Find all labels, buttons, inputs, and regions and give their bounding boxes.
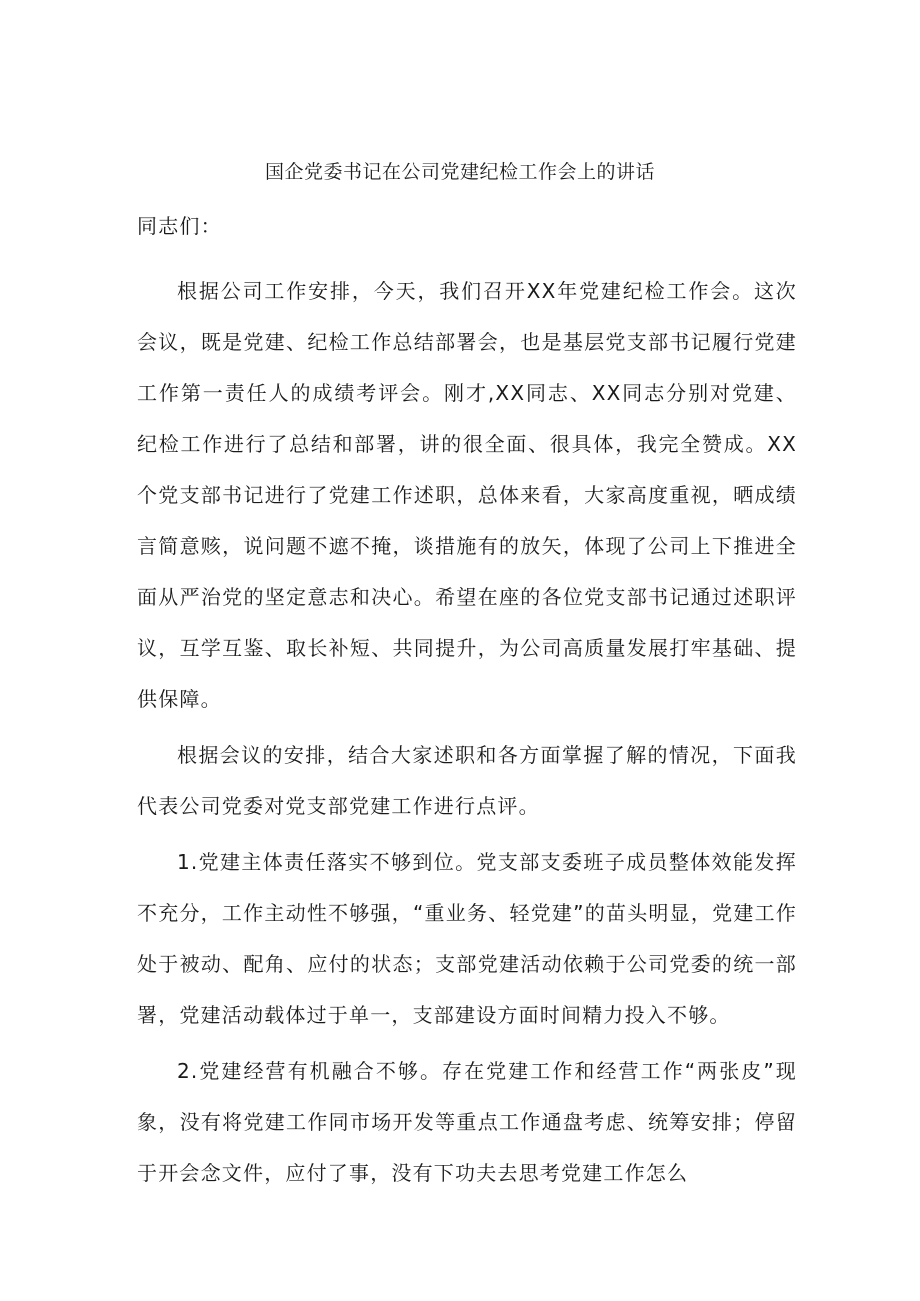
salutation: 同志们： xyxy=(137,214,222,238)
document-body xyxy=(137,215,797,1204)
paragraph-intro-review: 根据会议的安排，结合大家述职和各方面掌握了解的情况，下面我代表公司党委对党支部党建工作进行点评。 xyxy=(137,743,797,818)
paragraph-point-1: 1.党建主体责任落实不够到位。党支部支委班子成员整体效能发挥不充分，工作主动性不够强，“重业务、轻党建”的苗头明显，党建工作处于被动、配角、应付的状态；支部党建活动依赖于公司党委的统一部署，党建活动载体过于单一，支部建设方面时间精力投入不够。 xyxy=(137,850,797,1027)
document-title: 国企党委书记在公司党建纪检工作会上的讲话 xyxy=(264,161,655,183)
paragraph-opening: 根据公司工作安排，今天，我们召开XX年党建纪检工作会。这次会议，既是党建、纪检工作总结部署会，也是基层党支部书记履行党建工作第一责任人的成绩考评会。刚才,XX同志、XX同志分别对党建、纪检工作进行了总结和部署，讲的很全面、很具体，我完全赞成。XX个党支部书记进行了党建工作述职，总体来看，大家高度重视，晒成绩言简意赅，说问题不遮不掩，谈措施有的放矢，体现了公司上下推进全面从严治党的坚定意志和决心。希望在座的各位党支部书记通过述职评议，互学互鉴、取长补短、共同提升，为公司高质量发展打牢基础、提供保障。 xyxy=(137,279,797,711)
paragraph-point-2: 2.党建经营有机融合不够。存在党建工作和经营工作“两张皮”现象，没有将党建工作同市场开发等重点工作通盘考虑、统筹安排；停留于开会念文件，应付了事，没有下功夫去思考党建工作怎么 xyxy=(137,1059,797,1185)
